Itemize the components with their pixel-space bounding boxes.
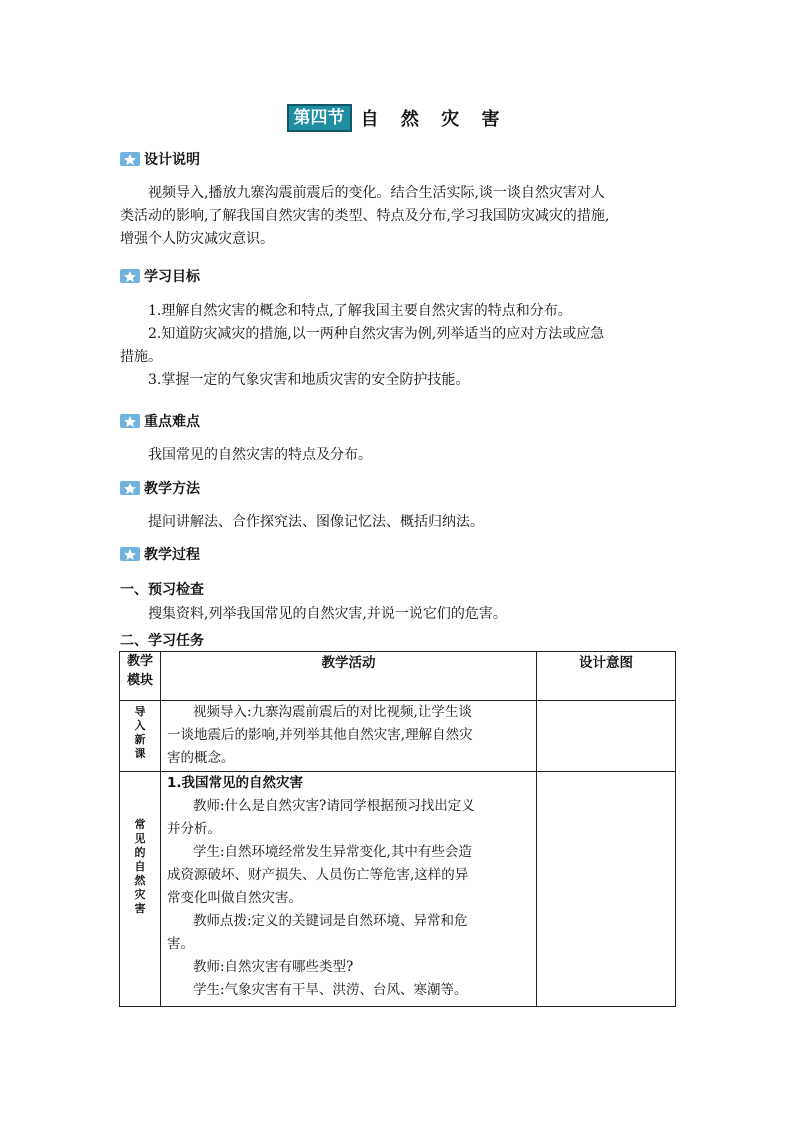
activity-line: 常变化叫做自然灾害。 [167,890,302,906]
activity-title: 1.我国常见的自然灾害 [167,775,304,791]
module-cell [120,701,161,772]
heading-process-text: 教学过程 [144,547,200,563]
book-star-icon [120,413,140,429]
module-label: 导入新课 [134,705,146,760]
heading-design [120,148,200,170]
activity-line: 教师:自然灾害有哪些类型? [193,959,354,975]
book-star-icon [120,480,140,496]
tasks-table [119,651,676,1007]
goal-item: 措施。 [120,349,162,365]
col-header-activity: 教学活动 [161,652,537,701]
activity-line: 教师点拨:定义的关键词是自然环境、异常和危 [193,913,468,929]
design-line: 类活动的影响,了解我国自然灾害的类型、特点及分布,学习我国防灾减灾的措施, [120,208,610,224]
col-header-module: 教学模块 [120,652,161,701]
book-star-icon [120,268,140,284]
section-badge: 第四节 [287,104,352,132]
preview-text: 搜集资料,列举我国常见的自然灾害,并说一说它们的危害。 [148,606,507,622]
heading-goals [120,265,200,287]
table-row [120,772,676,1007]
tasks-heading: 二、学习任务 [120,633,204,649]
heading-design-text: 设计说明 [144,152,200,168]
table-header-row [120,652,676,701]
activity-line: 教师:什么是自然灾害?请同学根据预习找出定义 [193,798,475,814]
heading-method [120,477,200,499]
book-star-icon [120,546,140,562]
activity-cell [161,772,537,1007]
heading-method-text: 教学方法 [144,481,200,497]
title-row [0,104,794,132]
goals-list [120,300,676,392]
heading-goals-text: 学习目标 [144,269,200,285]
heading-process [120,543,200,565]
design-line: 视频导入,播放九寨沟震前震后的变化。结合生活实际,谈一谈自然灾害对人 [148,185,605,201]
heading-key [120,410,200,432]
design-line: 增强个人防灾减灾意识。 [120,231,274,247]
preview-heading: 一、预习检查 [120,582,204,598]
book-star-icon [120,151,140,167]
activity-line: 一谈地震后的影响,并列举其他自然灾害,理解自然灾 [167,727,473,743]
activity-line: 成资源破坏、财产损失、人员伤亡等危害,这样的异 [167,867,469,883]
activity-line: 视频导入:九寨沟震前震后的对比视频,让学生谈 [193,704,472,720]
method-text: 提问讲解法、合作探究法、图像记忆法、概括归纳法。 [148,514,484,530]
module-cell [120,772,161,1007]
heading-key-text: 重点难点 [144,414,200,430]
intent-cell [537,701,676,772]
activity-line: 学生:自然环境经常发生异常变化,其中有些会造 [193,844,472,860]
activity-line: 害。 [167,936,194,952]
key-text: 我国常见的自然灾害的特点及分布。 [148,447,372,463]
goal-item: 3.掌握一定的气象灾害和地质灾害的安全防护技能。 [148,372,470,388]
col-header-intent: 设计意图 [537,652,676,701]
activity-line: 害的概念。 [167,750,235,766]
goal-item: 1.理解自然灾害的概念和特点,了解我国主要自然灾害的特点和分布。 [148,303,572,319]
activity-line: 学生:气象灾害有干旱、洪涝、台风、寒潮等。 [193,982,468,998]
design-paragraph [120,182,676,251]
goal-item: 2.知道防灾减灾的措施,以一两种自然灾害为例,列举适当的应对方法或应急 [148,326,605,342]
activity-cell [161,701,537,772]
table-row [120,701,676,772]
page-title: 自 然 灾 害 [360,109,508,130]
activity-line: 并分析。 [167,821,221,837]
module-label: 常见的自然灾害 [134,818,146,915]
intent-cell [537,772,676,1007]
